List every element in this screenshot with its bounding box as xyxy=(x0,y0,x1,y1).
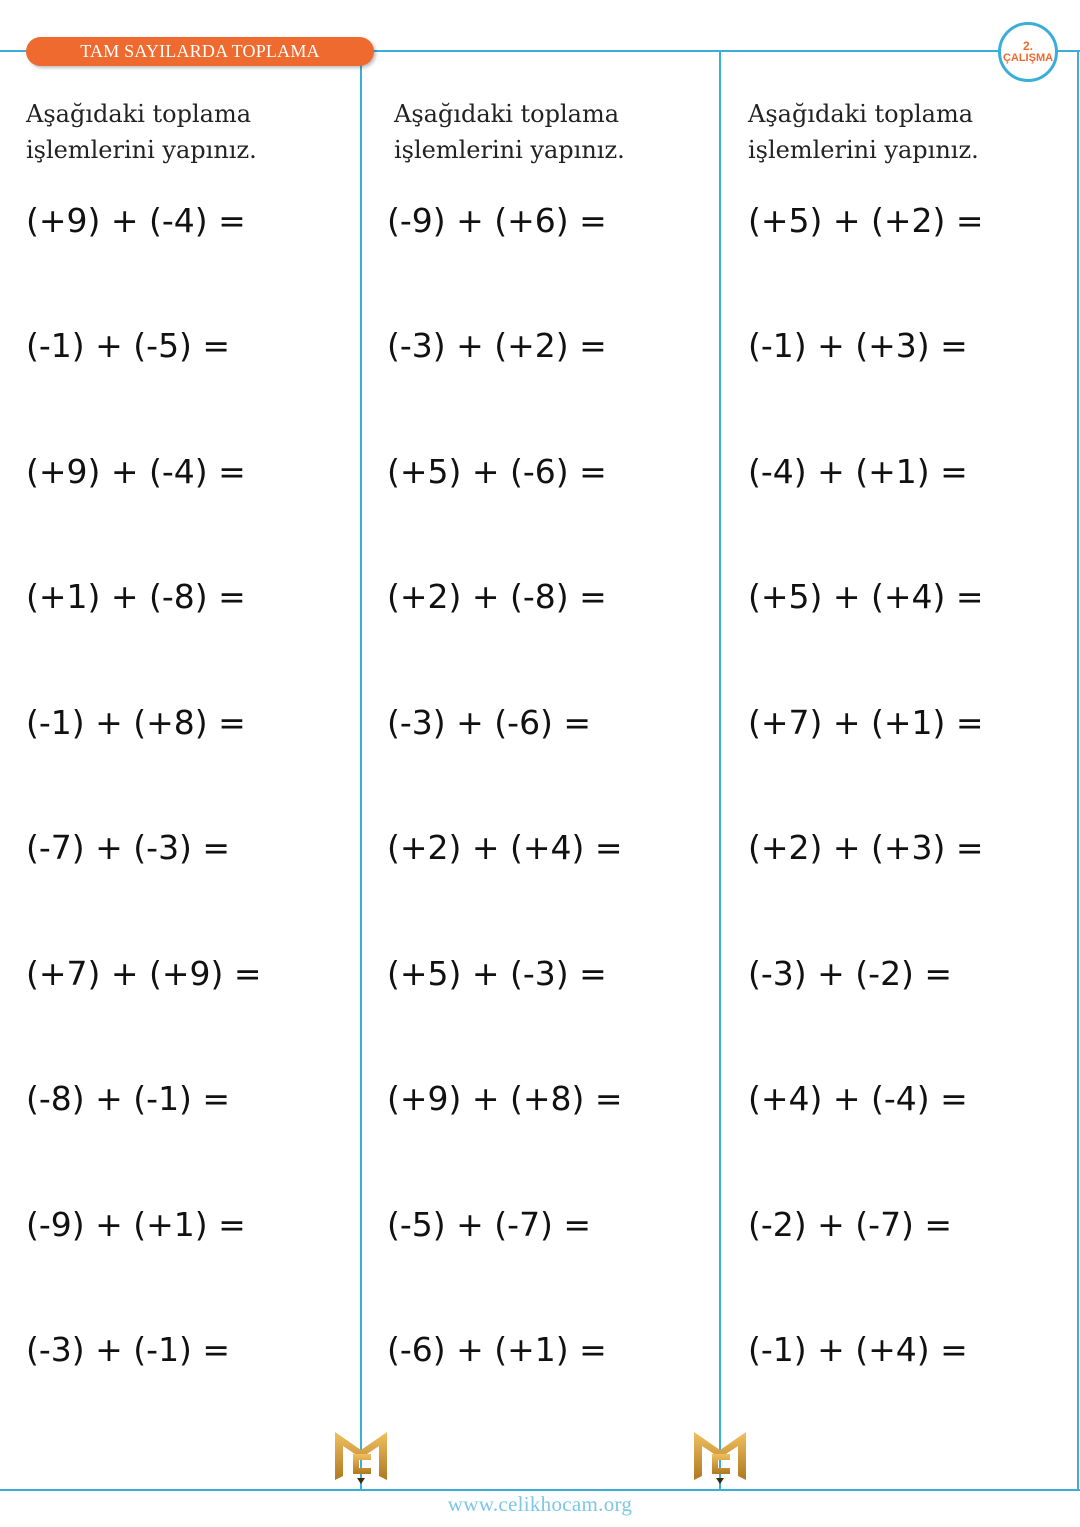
frame-bottom-line xyxy=(0,1489,1080,1491)
problem: (-2) + (-7) = xyxy=(748,1205,953,1244)
celikhocam-logo-icon xyxy=(690,1428,750,1486)
problem: (+9) + (-4) = xyxy=(26,452,246,491)
problem: (-3) + (-1) = xyxy=(26,1330,231,1369)
worksheet-title: TAM SAYILARDA TOPLAMA xyxy=(26,37,374,66)
problem: (+1) + (-8) = xyxy=(26,577,246,616)
problem: (-3) + (-6) = xyxy=(387,703,592,742)
column-3 xyxy=(748,96,1068,1369)
problem: (-3) + (+2) = xyxy=(387,326,607,365)
problem: (-8) + (-1) = xyxy=(26,1079,231,1118)
instruction-line: Aşağıdaki toplama xyxy=(394,100,620,128)
column-divider-2 xyxy=(719,50,721,1491)
problem: (-7) + (-3) = xyxy=(26,828,231,867)
instruction-line: Aşağıdaki toplama xyxy=(26,100,252,128)
instruction xyxy=(26,96,346,168)
problem: (+4) + (-4) = xyxy=(748,1079,968,1118)
worksheet-badge xyxy=(998,22,1058,82)
problem: (-1) + (+8) = xyxy=(26,703,246,742)
instruction-line: işlemlerini yapınız. xyxy=(748,136,979,164)
problem: (-6) + (+1) = xyxy=(387,1330,607,1369)
column-1 xyxy=(26,96,346,1369)
instruction-line: işlemlerini yapınız. xyxy=(26,136,257,164)
problem: (-9) + (+6) = xyxy=(387,201,607,240)
problem: (+2) + (-8) = xyxy=(387,577,607,616)
instruction xyxy=(394,96,707,168)
problem: (-1) + (+3) = xyxy=(748,326,968,365)
problem: (-9) + (+1) = xyxy=(26,1205,246,1244)
column-2 xyxy=(387,96,707,1369)
celikhocam-logo-icon xyxy=(331,1428,391,1486)
problem: (+5) + (+2) = xyxy=(748,201,984,240)
badge-number: 2. xyxy=(1022,38,1033,53)
badge-word: ÇALIŞMA xyxy=(1002,51,1054,64)
problem: (-1) + (-5) = xyxy=(26,326,231,365)
problem: (+7) + (+9) = xyxy=(26,954,262,993)
problem: (+2) + (+4) = xyxy=(387,828,623,867)
footer-url: www.celikhocam.org xyxy=(447,1492,633,1516)
problem: (+9) + (-4) = xyxy=(26,201,246,240)
problem: (-5) + (-7) = xyxy=(387,1205,592,1244)
problem: (+7) + (+1) = xyxy=(748,703,984,742)
frame-right-line xyxy=(1077,50,1079,1491)
problem: (+5) + (+4) = xyxy=(748,577,984,616)
problem: (+9) + (+8) = xyxy=(387,1079,623,1118)
problem: (-4) + (+1) = xyxy=(748,452,968,491)
instruction xyxy=(748,96,1068,168)
problem: (+2) + (+3) = xyxy=(748,828,984,867)
problem: (-3) + (-2) = xyxy=(748,954,953,993)
problem: (+5) + (-6) = xyxy=(387,452,607,491)
instruction-line: Aşağıdaki toplama xyxy=(748,100,974,128)
problem: (-1) + (+4) = xyxy=(748,1330,968,1369)
problem: (+5) + (-3) = xyxy=(387,954,607,993)
column-divider-1 xyxy=(360,50,362,1491)
instruction-line: işlemlerini yapınız. xyxy=(394,136,625,164)
